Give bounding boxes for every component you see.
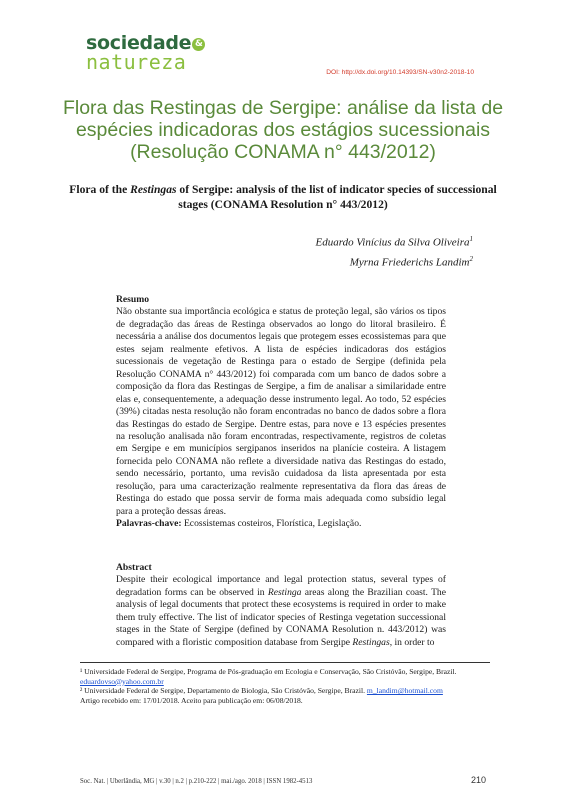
email-link-2[interactable]: m_landim@hotmail.com [366,686,443,696]
footnote-1: ¹ Universidade Federal de Sergipe, Programa de Pós-graduação em Ecologia e Conservação, São Cristóvão, Sergipe, Brazil. eduardovso@yahoo.com.br [80,667,457,686]
abstract-heading: Abstract [116,562,152,573]
author-2: Myrna Friederichs Landim$^2$ [349,254,473,269]
keywords-label: Palavras-chave: [116,518,182,530]
authors [316,231,473,270]
journal-logo [86,34,205,72]
title-portuguese: Flora das Restingas de Sergipe: análise da lista de espécies indicadoras dos estágios sucessionais (Resolução CONAMA n° 443/2012) [62,97,504,163]
footnotes [80,662,490,706]
resumo-text: Não obstante sua importância ecológica e status de proteção legal, são vários os tipos de degradação das áreas de Restinga observados ao longo do litoral brasileiro. É necessária a análise dos documentos legais que protegem esses ecossistemas para que estes sejam realmente efetivos. A lista de espécies indicadoras dos estágios sucessionais de vegetação de Restinga para o estado de Sergipe (definida pela Resolução CONAMA n° 443/2012) foi comparada com um banco de dados sobre a composição da flora das Restingas de Sergipe, a fim de analisar a similaridade entre elas e, consequentemente, a adequação desse instrumento legal. Ao todo, 52 espécies (39%) citadas nesta resolução não foram encontradas no banco de dados sobre a flora das Restingas do estado de Sergipe. Dentre estas, para nove e 13 espécies presentes na resolução analisada não foram encontradas, respectivamente, registros de coletas em Sergipe e em municípios sergipanos inseridos na planície costeira. A listagem fornecida pelo CONAMA não reflete a diversidade nativa das Restingas do estado, sendo necessário, portanto, uma revisão cuidadosa da lista apresentada por esta resolução, para uma caracterização realmente representativa da flora das áreas de Restinga do estado que possa servir de forma mais adequada como subsídio legal para a proteção dessas áreas. [116,306,446,517]
email-link-1[interactable]: eduardovso@yahoo.com.br [80,676,164,686]
logo-line-sociedade: sociedade & [86,34,205,53]
footer-citation: Soc. Nat. | Uberlândia, MG | v.30 | n.2 | p.210-222 | mai./ago. 2018 | ISSN 1982-4513 [80,778,313,785]
title-english: Flora of the Restingas of Sergipe: analysis of the list of indicator species of successional stages (CONAMA Resolution n° 443/2012) [69,183,497,211]
author-1: Eduardo Vinícius da Silva Oliveira$^1$ [315,235,473,249]
keywords-list: Ecossistemas costeiros, Florística, Legislação. [181,518,362,530]
logo-ampersand-badge: & [192,38,205,51]
page-number: 210 [470,775,486,785]
keywords-line [116,518,446,530]
resumo-heading: Resumo [116,294,150,305]
doi-link[interactable]: DOI: http://dx.doi.org/10.14393/SN-v30n2-2018-10 [326,69,474,76]
resumo-section [116,294,446,531]
footnote-2: ² Universidade Federal de Sergipe, Departamento de Biologia, São Cristóvão, Sergipe, Brazil. m_landim@hotmail.com [80,686,443,696]
abstract-text: Despite their ecological importance and legal protection status, several types of degradation forms can be observed in Restinga areas along the Brazilian coast. The analysis of legal documents that protect these ecosystems is required in order to make them truly effective. The list of indicator species of Restinga vegetation successional stages in the State of Sergipe (defined by CONAMA Resolution n. 443/2012) was compared with a floristic composition database from Sergipe Restingas, in order to [116,574,446,648]
title-english-italic: Restingas [130,183,177,196]
logo-line-natureza: natureza [86,50,187,74]
received-dates: Artigo recebido em: 17/01/2018. Aceito para publicação em: 06/08/2018. [80,696,303,706]
abstract-section [116,562,446,649]
